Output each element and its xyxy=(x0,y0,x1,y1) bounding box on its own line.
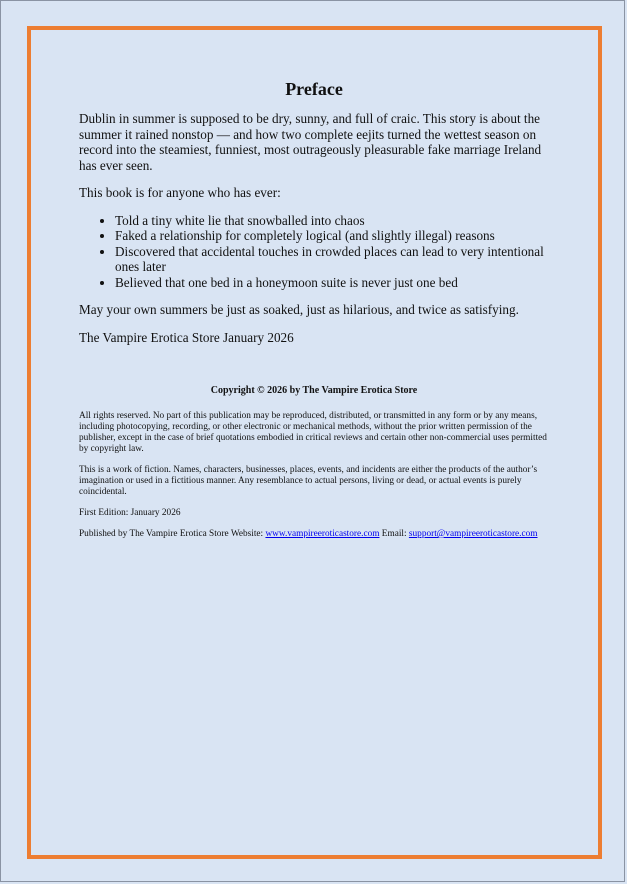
page-content xyxy=(79,79,549,550)
preface-title: Preface xyxy=(285,79,343,99)
preface-closing-paragraph: May your own summers be just as soaked, just as hilarious, and twice as satisfying. xyxy=(79,302,519,317)
bullet-item: • Believed that one bed in a honeymoon suite is never just one bed xyxy=(115,275,549,291)
preface-list-intro: This book is for anyone who has ever: xyxy=(79,185,281,200)
bullet-item: • Faked a relationship for completely logical (and slightly illegal) reasons xyxy=(115,228,549,244)
bullet-item: • Discovered that accidental touches in crowded places can lead to very intentional ones later xyxy=(115,244,549,275)
publisher-prefix: Published by The Vampire Erotica Store Website: xyxy=(79,529,266,539)
copyright-heading: Copyright © 2026 by The Vampire Erotica Store xyxy=(210,385,418,396)
preface-bullet-list xyxy=(79,213,549,291)
preface-signature: The Vampire Erotica Store January 2026 xyxy=(79,329,294,345)
email-prefix: Email: xyxy=(379,529,409,539)
bullet-item: • Told a tiny white lie that snowballed into chaos xyxy=(115,213,549,229)
edition-line: First Edition: January 2026 xyxy=(79,508,181,518)
website-link[interactable]: www.vampireeroticastore.com xyxy=(265,529,380,539)
fiction-disclaimer-paragraph: This is a work of fiction. Names, characters, businesses, places, events, and incidents are either the products of the author’s imagination or used in a fictitious manner. Any resemblance to actual persons, living or dead, or actual events is purely coincidental. xyxy=(79,465,538,497)
preface-intro-paragraph: Dublin in summer is supposed to be dry, sunny, and full of craic. This story is about the summer it rained nonstop — and how two complete eejits turned the wettest season on record into the steamiest, funniest, most outrageously pleasurable fake marriage Ireland has ever seen. xyxy=(79,111,542,173)
publisher-info xyxy=(79,529,549,540)
email-link[interactable]: support@vampireeroticastore.com xyxy=(408,529,538,539)
rights-paragraph: All rights reserved. No part of this publication may be reproduced, distributed, or transmitted in any form or by any means, including photocopying, recording, or other electronic or mechanical methods, without the prior written permission of the publisher, except in the case of brief quotations embodied in critical reviews and certain other non-commercial uses permitted by copyright law. xyxy=(79,411,547,454)
